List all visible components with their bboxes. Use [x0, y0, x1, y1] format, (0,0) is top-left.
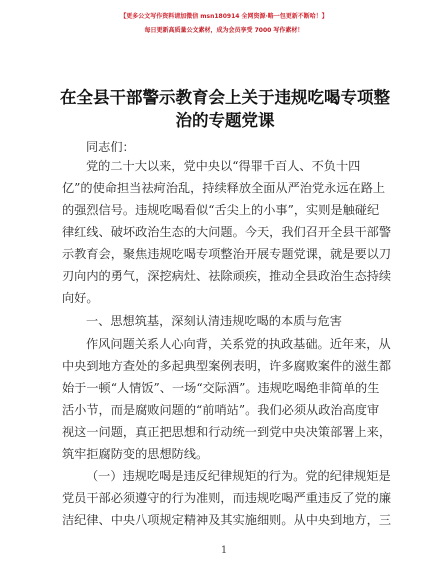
salutation: 同志们：: [86, 140, 135, 154]
section-heading: 一、思想筑基，深刻认清违规吃喝的本质与危害: [86, 314, 342, 328]
body-line: 洁纪律、中央八项规定精神及其实施细则。从中央到地方，三: [62, 513, 392, 527]
body-line: 中央到地方查处的多起典型案例表明，许多腐败案件的滋生都: [62, 359, 392, 373]
body-line: 党员干部必须遵守的行为准则，而违规吃喝严重违反了党的廉: [62, 491, 392, 505]
subsection-heading: （一）违规吃喝是违反纪律规矩的行为。党的纪律规矩是: [86, 469, 391, 483]
document-title: [52, 86, 398, 132]
body-line: 活小节，而是腐败问题的“前哨站”。我们必须从政治高度审: [62, 403, 380, 417]
body-line: 向好。: [62, 291, 99, 305]
body-line: 始于一顿“人情饭”、一场“交际酒”。违规吃喝绝非简单的生: [62, 381, 380, 395]
body-line: 的强烈信号。违规吃喝看似“舌尖上的小事”，实则是触碰纪: [62, 203, 380, 217]
body-line: 刃向内的勇气，深挖病灶、祛除顽疾，推动全县政治生态持续: [62, 269, 392, 283]
title-line-1: 在全县干部警示教育会上关于违规吃喝专项整: [60, 88, 390, 107]
body-line: 党的二十大以来，党中央以“得罪千百人、不负十四: [86, 159, 361, 173]
body-line: 作风问题关系人心向背，关系党的执政基础。近年来，从: [86, 337, 391, 351]
body-line: 亿”的使命担当祛疴治乱，持续释放全面从严治党永远在路上: [62, 181, 386, 195]
body-line: 律红线、破坏政治生态的大问题。今天，我们召开全县干部警: [62, 225, 392, 239]
body-line: 示教育会，聚焦违规吃喝专项整治开展专题党课，就是要以刀: [62, 247, 392, 261]
body-line: 视这一问题，真正把思想和行动统一到党中央决策部署上来，: [62, 425, 392, 439]
page-number: 1: [220, 545, 228, 556]
promo-banner-line-2: 每日更新高质量公文素材，成为会员享受 7000 写作素材！: [144, 27, 304, 34]
promo-banner-line-1: 【更多公文写作资料请加微信 msn180914 全网资源·略一包更新不断哈！】: [120, 13, 328, 20]
title-line-2: 治的专题党课: [175, 111, 275, 130]
body-line: 筑牢拒腐防变的思想防线。: [62, 447, 209, 461]
